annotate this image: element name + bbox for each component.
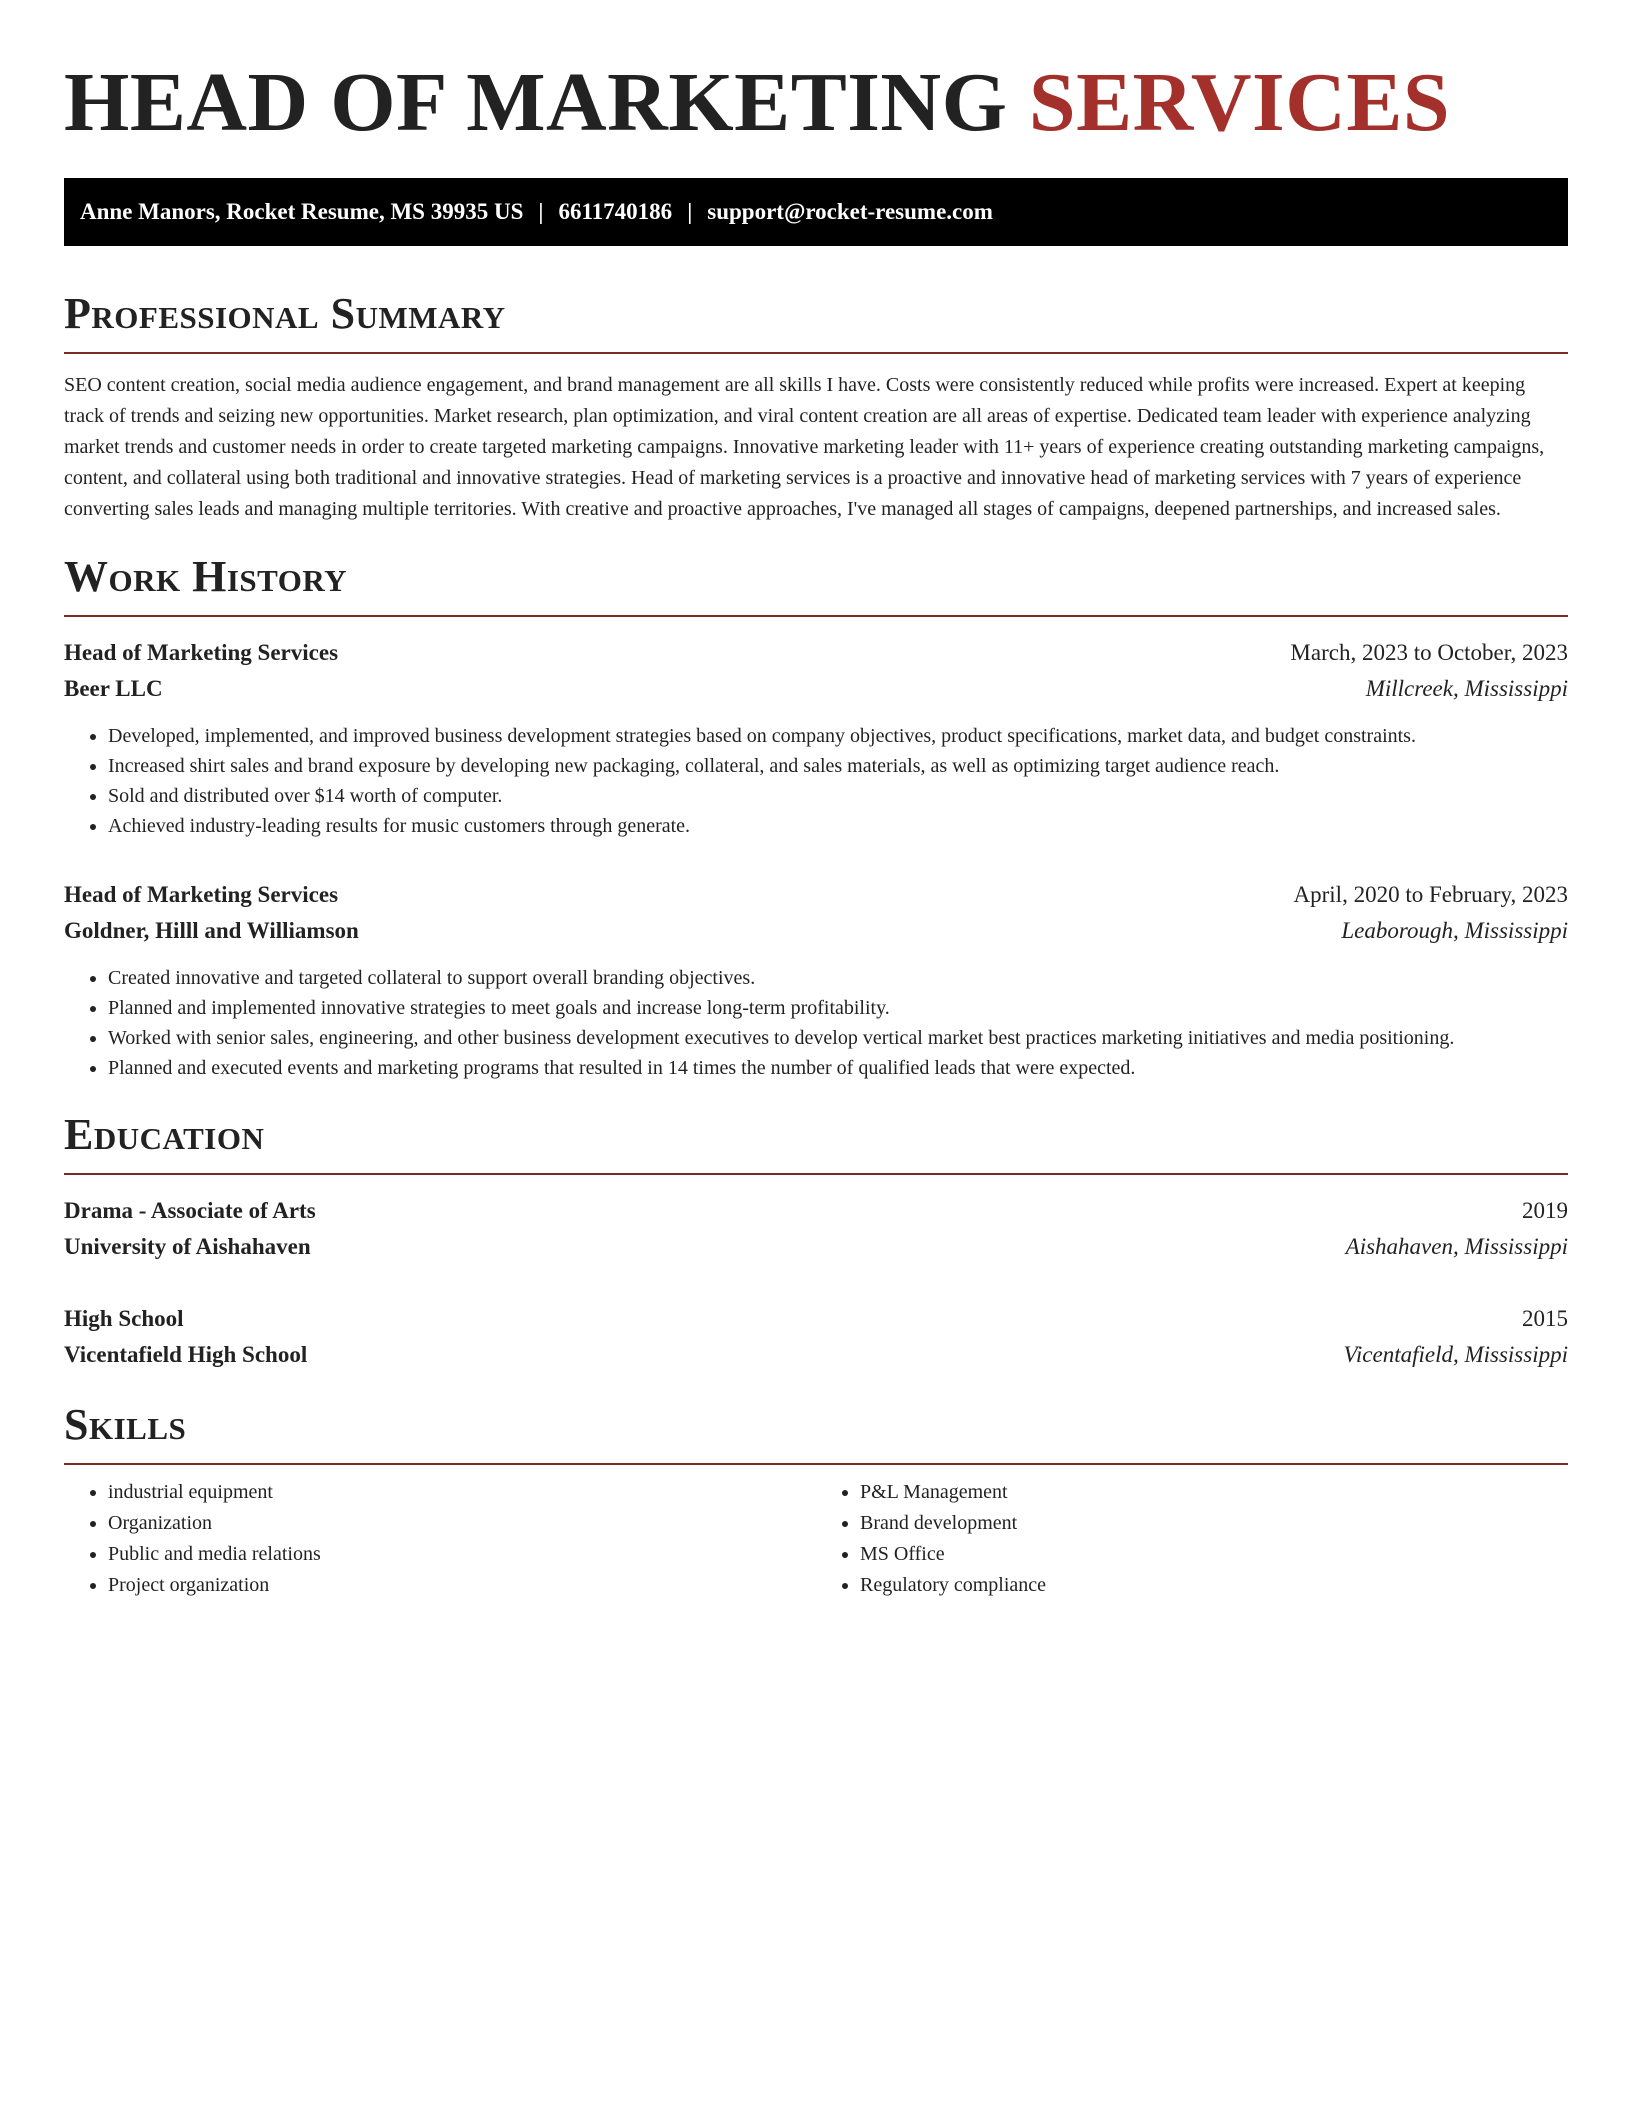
list-item: • Planned and executed events and marketing programs that resulted in 14 times the number of qualified leads that were expected. [108,1053,1568,1083]
title-main: HEAD OF MARKETING [64,56,1008,149]
list-item: • Developed, implemented, and improved business development strategies based on company objectives, product specifications, market data, and budget constraints. [108,721,1568,751]
list-item: • Worked with senior sales, engineering, and other business development executives to develop vertical market best practices marketing initiatives and media positioning. [108,1023,1568,1053]
education-school: Vicentafield High School [64,1342,308,1367]
job-dates: March, 2023 to October, 2023 [1290,640,1568,665]
summary-heading: Professional Summary [64,290,1568,354]
education-degree: Drama - Associate of Arts [64,1198,316,1223]
skills-grid [64,1477,1568,1601]
job-bullets [64,721,1568,841]
contact-address: Anne Manors, Rocket Resume, MS 39935 US [80,199,524,224]
education-school-row [64,1229,1568,1265]
skills-list-right [816,1477,1568,1601]
education-year: 2019 [1522,1198,1568,1223]
list-item: • Achieved industry-leading results for music customers through generate. [108,811,1568,841]
list-item: • Sold and distributed over $14 worth of computer. [108,781,1568,811]
skill-item: • MS Office [860,1539,1568,1570]
skill-item: • Public and media relations [108,1539,816,1570]
education-entry [64,1193,1568,1265]
job-company-row [64,913,1568,949]
skill-item: • Project organization [108,1570,816,1601]
education-degree: High School [64,1306,184,1331]
skill-item: • industrial equipment [108,1477,816,1508]
job-location: Millcreek, Mississippi [1365,676,1568,701]
job-title: Head of Marketing Services [64,640,339,665]
list-item: • Increased shirt sales and brand exposure by developing new packaging, collateral, and sales materials, as well as optimizing target audience reach. [108,751,1568,781]
skill-item: • Brand development [860,1508,1568,1539]
contact-phone: 6611740186 [558,199,673,224]
contact-email: support@rocket-resume.com [707,199,993,224]
job-bullets [64,963,1568,1083]
skill-item: • P&L Management [860,1477,1568,1508]
summary-section [64,290,1568,525]
title-accent: SERVICES [1028,56,1451,149]
skills-list-left [64,1477,816,1601]
contact-bar [64,178,1568,246]
job-company: Beer LLC [64,676,163,701]
job-company-row [64,671,1568,707]
list-item: • Created innovative and targeted collateral to support overall branding objectives. [108,963,1568,993]
education-section [64,1111,1568,1373]
job-title: Head of Marketing Services [64,882,339,907]
contact-separator: | [687,199,693,224]
education-degree-row [64,1301,1568,1337]
skill-item: • Organization [108,1508,816,1539]
job-location: Leaborough, Mississippi [1341,918,1568,943]
summary-text: SEO content creation, social media audience engagement, and brand management are all skills I have. Costs were consistently reduced while profits were increased. Expert at keeping track of trends and seizing new opportunities. Market research, plan optimization, and viral content creation are all areas of expertise. Dedicated team leader with experience analyzing market trends and customer needs in order to create targeted marketing campaigns. Innovative marketing leader with 11+ years of experience creating outstanding marketing campaigns, content, and collateral using both traditional and innovative strategies. Head of marketing services is a proactive and innovative head of marketing services with 7 years of experience converting sales leads and managing multiple territories. With creative and proactive approaches, I've managed all stages of campaigns, deepened partnerships, and increased sales. [64,374,1545,520]
skills-heading: Skills [64,1401,1568,1465]
job-entry [64,877,1568,1083]
education-location: Vicentafield, Mississippi [1343,1342,1568,1367]
page-title [64,54,1568,152]
list-item: • Planned and implemented innovative strategies to meet goals and increase long-term profitability. [108,993,1568,1023]
education-degree-row [64,1193,1568,1229]
education-entry [64,1301,1568,1373]
skills-section [64,1401,1568,1601]
job-dates: April, 2020 to February, 2023 [1293,882,1568,907]
education-school: University of Aishahaven [64,1234,311,1259]
job-company: Goldner, Hilll and Williamson [64,918,359,943]
job-entry [64,635,1568,841]
job-title-row [64,635,1568,671]
work-section [64,553,1568,1083]
skill-item: • Regulatory compliance [860,1570,1568,1601]
education-school-row [64,1337,1568,1373]
work-heading: Work History [64,553,1568,617]
education-heading: Education [64,1111,1568,1175]
contact-separator: | [538,199,544,224]
education-location: Aishahaven, Mississippi [1345,1234,1568,1259]
job-title-row [64,877,1568,913]
education-year: 2015 [1522,1306,1568,1331]
